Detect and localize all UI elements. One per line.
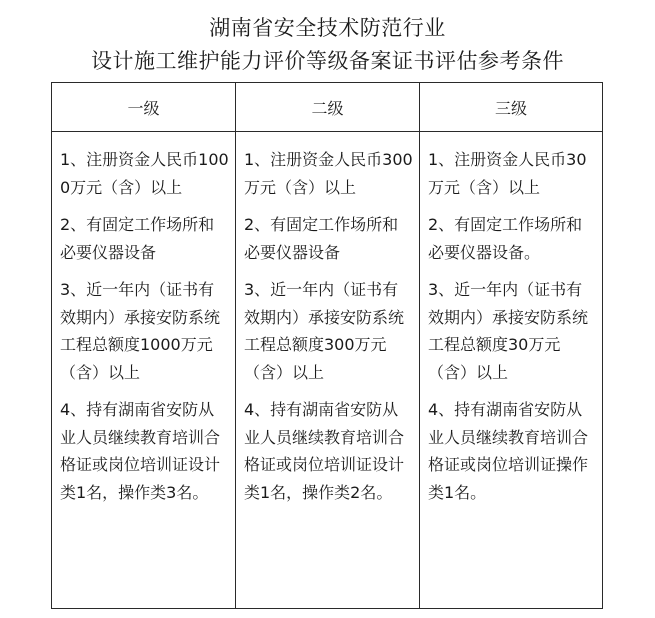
level-2-requirement-premises: 2、有固定工作场所和必要仪器设备	[244, 215, 399, 262]
level-1-requirement-projects: 3、近一年内（证书有效期内）承接安防系统工程总额度1000万元（含）以上	[60, 280, 221, 382]
criteria-table	[51, 82, 603, 609]
level-3-requirement-premises: 2、有固定工作场所和必要仪器设备。	[428, 215, 583, 262]
level-3-cell	[420, 132, 603, 609]
requirements-row	[52, 132, 603, 609]
level-2-cell	[236, 132, 420, 609]
level-2-requirement-staff: 4、持有湖南省安防从业人员继续教育培训合格证或岗位培训证设计类1名，操作类2名。	[244, 400, 405, 502]
level-1-requirement-staff: 4、持有湖南省安防从业人员继续教育培训合格证或岗位培训证设计类1名，操作类3名。	[60, 400, 221, 502]
header-level-2: 二级	[236, 83, 420, 132]
level-2-requirement-projects: 3、近一年内（证书有效期内）承接安防系统工程总额度300万元（含）以上	[244, 280, 405, 382]
document-title-line-2: 设计施工维护能力评价等级备案证书评估参考条件	[91, 49, 564, 73]
level-3-requirement-staff: 4、持有湖南省安防从业人员继续教育培训合格证或岗位培训证操作类1名。	[428, 400, 589, 502]
level-1-requirement-capital: 1、注册资金人民币1000万元（含）以上	[60, 150, 229, 197]
header-level-3: 三级	[420, 83, 603, 132]
level-3-requirement-capital: 1、注册资金人民币30万元（含）以上	[428, 150, 587, 197]
level-1-requirement-premises: 2、有固定工作场所和必要仪器设备	[60, 215, 215, 262]
level-3-requirement-projects: 3、近一年内（证书有效期内）承接安防系统工程总额度30万元（含）以上	[428, 280, 589, 382]
document-title-line-1: 湖南省安全技术防范行业	[209, 16, 446, 40]
header-row	[52, 83, 603, 132]
level-1-cell	[52, 132, 236, 609]
level-2-requirement-capital: 1、注册资金人民币300万元（含）以上	[244, 150, 413, 197]
header-level-1: 一级	[52, 83, 236, 132]
